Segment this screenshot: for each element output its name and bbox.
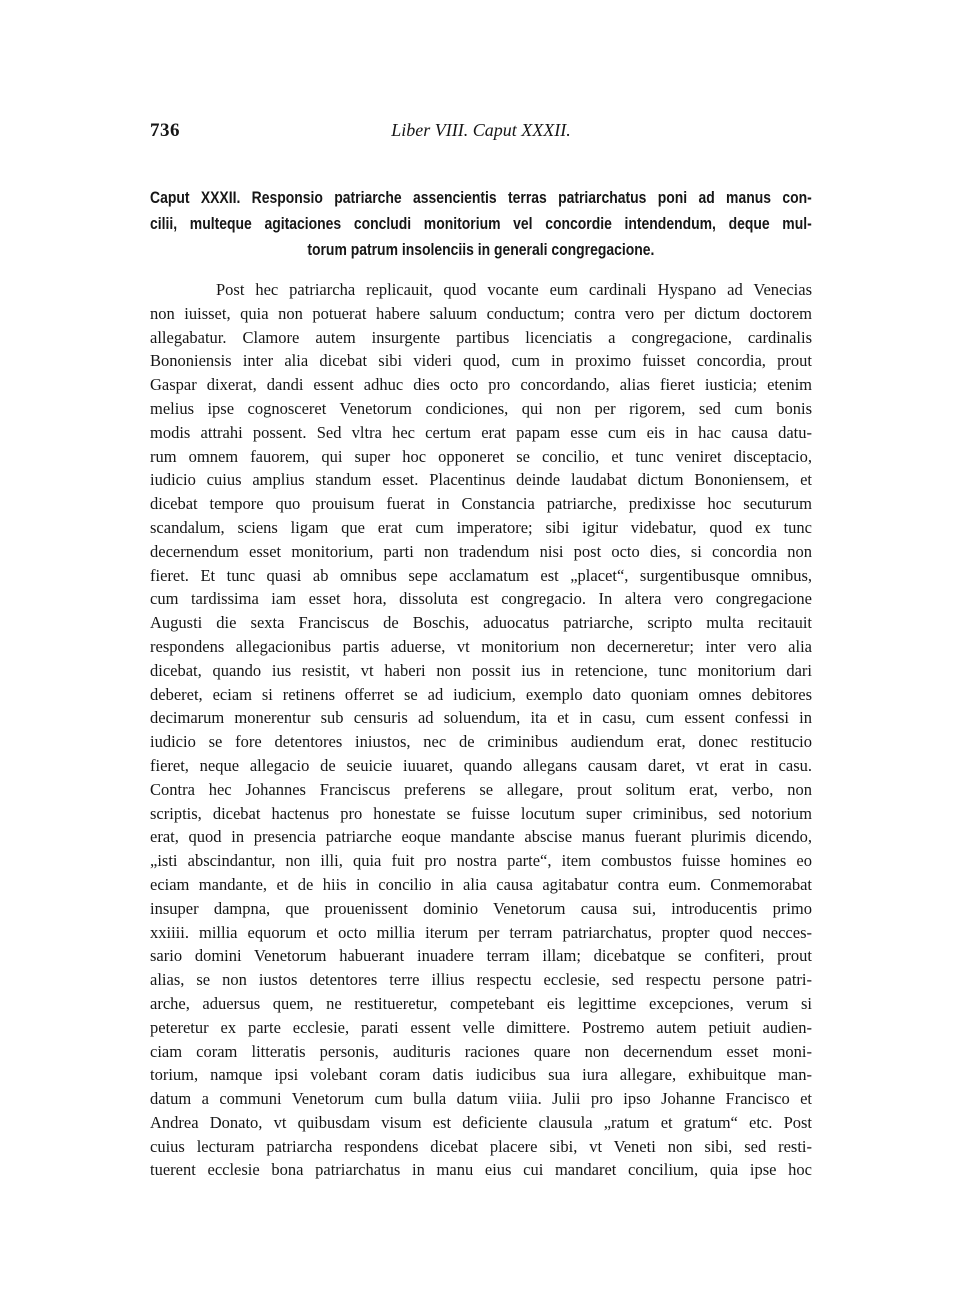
text-line: cuius lecturam patriarcha respondens dicebat placere sibi, vt Veneti non sibi, sed resti- [150, 1136, 812, 1156]
text-line: dicebat tempore quo prouisum fuerat in Constancia patriarche, predixisse hoc secuturum [150, 494, 812, 514]
text-line: tuerent ecclesie bona patriarchatus in manu eius cui mandaret concilium, quia ipse hoc [150, 1160, 812, 1180]
chapter-heading [150, 185, 812, 263]
text-line: iudicio cuius amplius standum esset. Placentinus deinde laudabat dictum Bononiensem, et [150, 470, 812, 490]
text-line: torium, namque ipsi volebant coram datis iudicibus sua iura allegare, exhibuitque man- [150, 1065, 812, 1085]
text-line: decimarum monerentur sub censuris ad soluendum, ita et in casu, cum essent confessi in [150, 708, 812, 728]
heading-line: torum patrum insolenciis in generali congregacione. [307, 240, 655, 259]
text-line: insuper dampna, que prouenissent dominio Venetorum causa sui, introducentis primo [150, 898, 812, 918]
text-line: eciam mandante, et de hiis in concilio in alia causa agitabatur contra eum. Conmemorabat [150, 874, 812, 894]
text-line: decernendum esset monitorium, parti non tradendum nisi post octo dies, si concordia non [150, 541, 812, 561]
text-line: peteretur ex parte ecclesie, parati essent velle dimittere. Postremo autem petiuit audien- [150, 1017, 812, 1037]
text-line: arche, aduersus quem, ne restitueretur, competebant eis legittime excepciones, verum si [150, 993, 812, 1013]
text-line: xxiiii. millia equorum et octo millia iterum per terram patriarchatus, propter quod necces- [150, 922, 812, 942]
text-line: scriptis, dicebat hactenus pro honestate se fuisse locutum super criminibus, sed notorium [150, 803, 812, 823]
heading-line: cilii, multeque agitaciones concludi monitorium vel concordie intendendum, deque mul- [150, 214, 812, 233]
text-line: datum a communi Venetorum cum bulla datum viiia. Julii pro ipso Johanne Francisco et [150, 1089, 812, 1109]
text-line: scandalum, sciens ligam que erat cum imperatore; sibi igitur videbatur, quod ex tunc [150, 517, 812, 537]
text-line: non iuisset, quia non potuerat habere saluum conductum; contra vero per dictum doctorem [150, 303, 812, 323]
text-line: „isti abscindantur, non illi, quia fuit pro nostra parte“, item combustos fuisse homines eo [150, 851, 812, 871]
text-line: dicebat, quando ius resistit, vt haberi non possit ius in retencione, tunc monitorium dari [150, 660, 812, 680]
text-line: Contra hec Johannes Franciscus preferens se allegare, prout solitum erat, verbo, non [150, 779, 812, 799]
text-line: Post hec patriarcha replicauit, quod vocante eum cardinali Hyspano ad Venecias [216, 280, 812, 299]
text-line: modis attrahi possent. Sed vltra hec certum erat papam esse cum eis in hac causa datu- [150, 422, 812, 442]
text-line: fieret, neque allegacio de seuicie iuuaret, quando allegans causam daret, vt erat in casu. [150, 755, 812, 775]
text-line: sario domini Venetorum habuerant inuadere terram illam; dicebatque se confiteri, prout [150, 946, 812, 966]
text-line: allegabatur. Clamore autem insurgente partibus licenciatis a congregacione, cardinalis [150, 327, 812, 347]
text-line: melius ipse cognosceret Venetorum condiciones, qui non per rigorem, sed cum bonis [150, 398, 812, 418]
running-head [150, 120, 812, 142]
text-line: deberet, eciam si retinens offerret se ad iudicium, exemplo dato quoniam omnes debitores [150, 684, 812, 704]
text-line: Bononiensis inter alia dicebat sibi videri quod, cum in proximo fuisset concordia, prout [150, 351, 812, 371]
body-text [150, 278, 812, 1182]
text-line: fieret. Et tunc quasi ab omnibus sepe acclamatum est „placet“, surgentibusque omnibus, [150, 565, 812, 585]
text-line: iudicio se fore detentores iniustos, nec de criminibus audiendum erat, donec restitucio [150, 732, 812, 752]
running-title: Liber VIII. Caput XXXII. [391, 120, 571, 140]
text-line: Augusti die sexta Franciscus de Boschis, aduocatus patriarche, scripto multa recitauit [150, 613, 812, 633]
text-line: alias, se non iustos detentores terre illius respectu ecclesie, sed respectu persone patri- [150, 970, 812, 990]
page-number: 736 [150, 120, 180, 141]
text-line: ciam coram litteratis personis, audituris raciones quare non decernendum esset moni- [150, 1041, 812, 1061]
text-line: Andrea Donato, vt quibusdam visum est deficiente clausula „ratum et gratum“ etc. Post [150, 1112, 812, 1132]
text-line: erat, quod in presencia patriarche eoque mandante abscise manus fuerant plurimis dicendo, [150, 827, 812, 847]
text-line: cum tardissima iam esset hora, dissoluta est congregacio. In altera vero congregacione [150, 589, 812, 609]
heading-line: Caput XXXII. Responsio patriarche assencientis terras patriarchatus poni ad manus con- [150, 188, 812, 207]
text-line: Gaspar dixerat, dandi essent adhuc dies octo pro concordando, alias fieret iusticia; etenim [150, 375, 812, 395]
text-line: rum omnem fauorem, qui super hoc opponeret se concilio, et tunc veniret disceptacio, [150, 446, 812, 466]
text-line: respondens allegacionibus partis aduerse, vt monitorium non decerneretur; inter vero alia [150, 636, 812, 656]
